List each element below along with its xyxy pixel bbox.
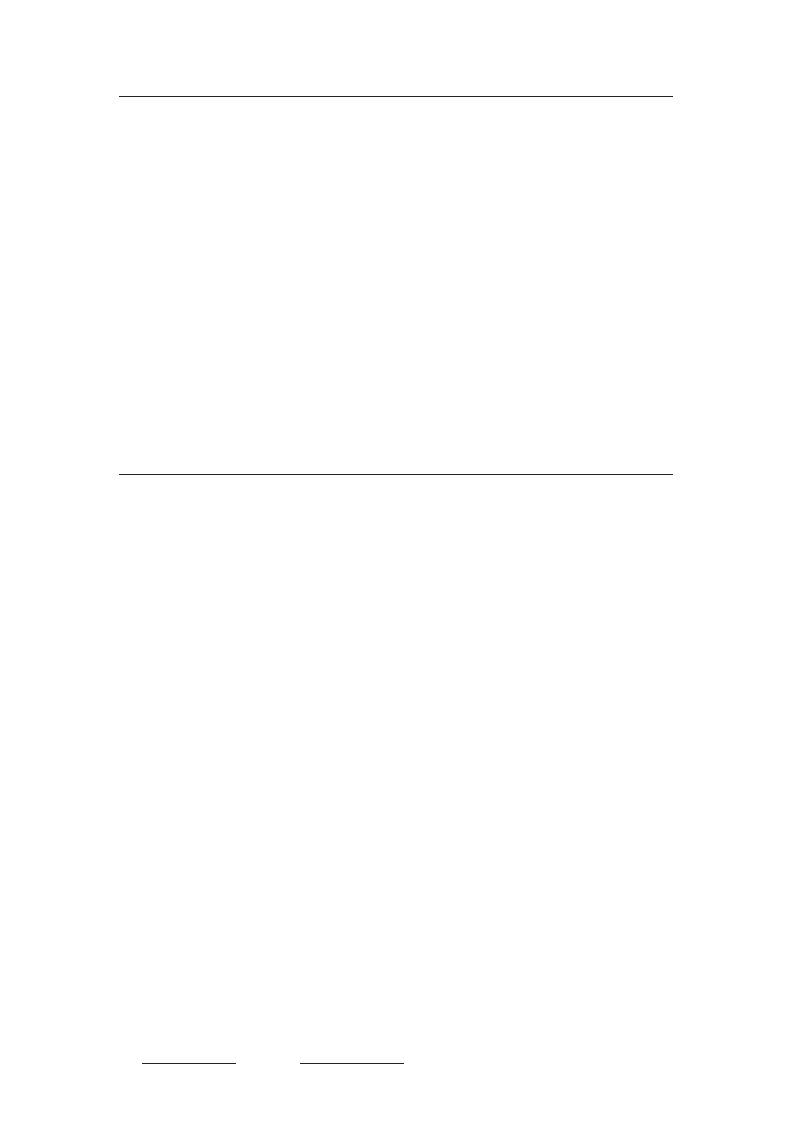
- footer: [120, 1045, 404, 1064]
- practice-section-top: [119, 96, 673, 97]
- practice-section-bottom: [119, 474, 673, 475]
- student-name-field[interactable]: [142, 1045, 236, 1064]
- parent-signature-field[interactable]: [300, 1045, 404, 1064]
